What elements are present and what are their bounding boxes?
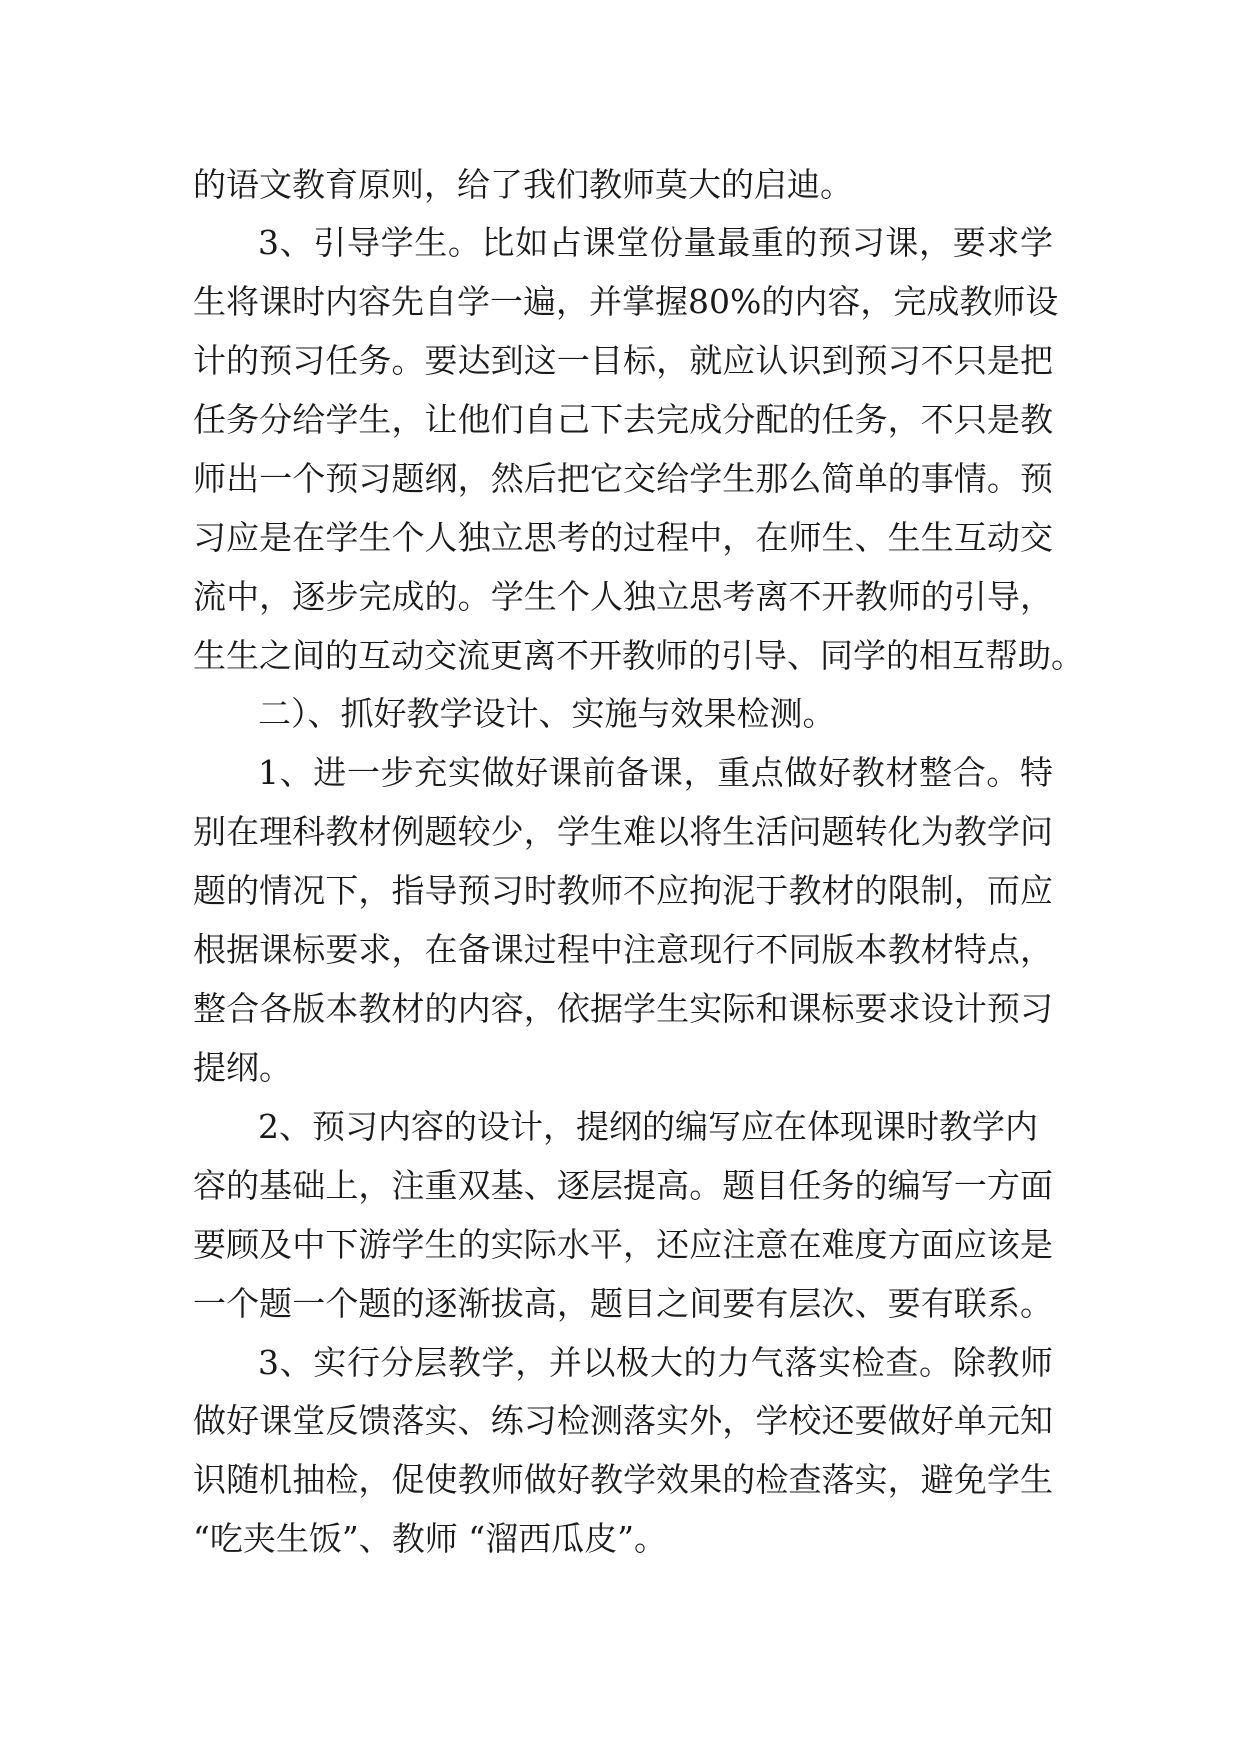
text-line: 识随机抽检，促使教师做好教学效果的检查落实，避免学生 (193, 1460, 1053, 1499)
text-line: 要顾及中下游学生的实际水平，还应注意在难度方面应该是 (193, 1225, 1053, 1264)
text-line: 一个题一个题的逐渐拔高，题目之间要有层次、要有联系。 (193, 1284, 1053, 1323)
text-line: 流中，逐步完成的。学生个人独立思考离不开教师的引导， (193, 577, 1053, 616)
text-line: 任务分给学生，让他们自己下去完成分配的任务，不只是教 (193, 400, 1053, 439)
text-line: 1、进一步充实做好课前备课，重点做好教材整合。特 (258, 753, 1053, 792)
text-line: 提纲。 (193, 1048, 292, 1087)
text-line: 师出一个预习题纲，然后把它交给学生那么简单的事情。预 (193, 459, 1053, 498)
text-line: 习应是在学生个人独立思考的过程中，在师生、生生互动交 (193, 518, 1053, 557)
text-line: 做好课堂反馈落实、练习检测落实外，学校还要做好单元知 (193, 1401, 1053, 1440)
text-line: 2、预习内容的设计，提纲的编写应在体现课时教学内 (258, 1107, 1038, 1146)
text-line: 生生之间的互动交流更离不开教师的引导、同学的相互帮助。 (193, 636, 1084, 675)
text-line: 3、实行分层教学，并以极大的力气落实检查。除教师 (258, 1343, 1053, 1382)
text-line: 的语文教育原则，给了我们教师莫大的启迪。 (193, 165, 853, 204)
text-line: 容的基础上，注重双基、逐层提高。题目任务的编写一方面 (193, 1166, 1053, 1205)
section-heading: 二）、抓好教学设计、实施与效果检测。 (258, 694, 836, 733)
text-line: 别在理科教材例题较少，学生难以将生活问题转化为教学问 (193, 812, 1053, 851)
text-line: 生将课时内容先自学一遍，并掌握80%的内容，完成教师设 (193, 282, 1059, 321)
text-line: 题的情况下，指导预习时教师不应拘泥于教材的限制，而应 (193, 871, 1053, 910)
text-line: “吃夹生饭”、教师 “溜西瓜皮”。 (193, 1519, 667, 1558)
text-line: 计的预习任务。要达到这一目标，就应认识到预习不只是把 (193, 341, 1053, 380)
text-line: 根据课标要求，在备课过程中注意现行不同版本教材特点， (193, 930, 1053, 969)
text-line: 整合各版本教材的内容，依据学生实际和课标要求设计预习 (193, 989, 1053, 1028)
text-line: 3、引导学生。比如占课堂份量最重的预习课，要求学 (258, 223, 1053, 262)
